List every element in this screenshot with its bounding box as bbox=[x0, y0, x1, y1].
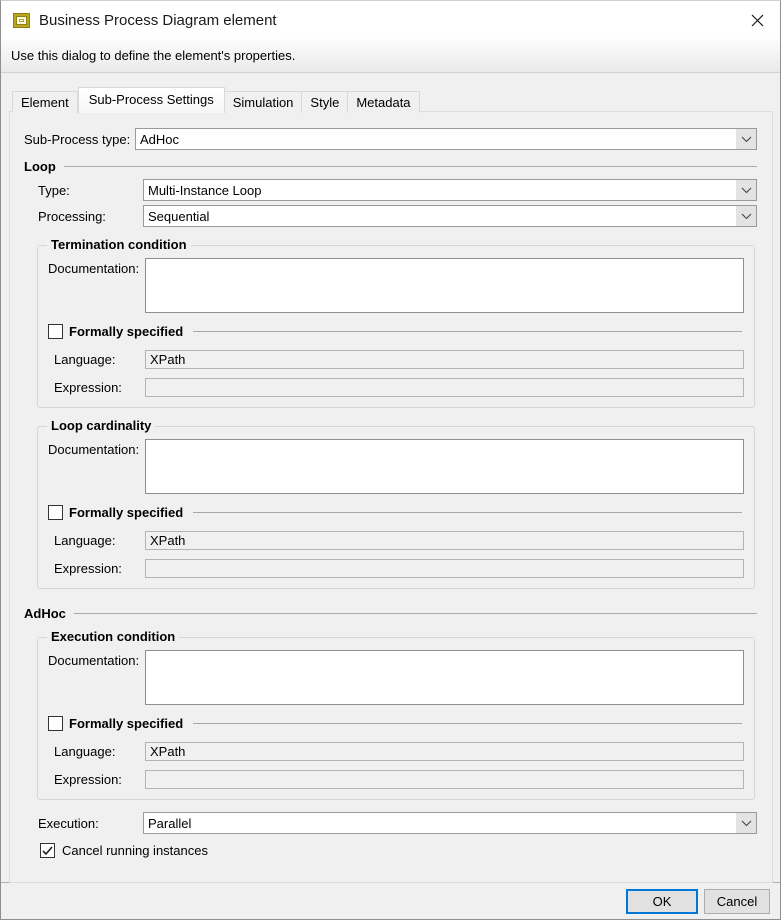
loop-type-combobox[interactable] bbox=[143, 179, 757, 201]
loop-type-value: Multi-Instance Loop bbox=[148, 182, 262, 198]
loop-processing-row bbox=[38, 205, 757, 227]
formally-specified-row bbox=[48, 716, 744, 731]
execution-label: Execution: bbox=[38, 815, 99, 831]
cardinality-expression-field bbox=[145, 559, 744, 578]
language-row bbox=[54, 742, 744, 761]
adhoc-section-title: AdHoc bbox=[24, 606, 66, 621]
tab-sub-process-settings[interactable]: Sub-Process Settings bbox=[78, 87, 225, 113]
dialog-footer bbox=[1, 882, 780, 919]
cancel-running-instances-label: Cancel running instances bbox=[62, 843, 208, 858]
loop-processing-value: Sequential bbox=[148, 208, 210, 224]
formally-specified-label: Formally specified bbox=[69, 505, 184, 520]
chevron-down-icon bbox=[736, 129, 756, 149]
documentation-row bbox=[48, 439, 744, 494]
sub-process-settings-panel bbox=[9, 111, 773, 883]
cancel-button[interactable]: Cancel bbox=[704, 889, 770, 914]
termination-expression-field bbox=[145, 378, 744, 397]
termination-documentation-textarea[interactable] bbox=[145, 258, 744, 313]
loop-cardinality-group bbox=[37, 418, 755, 589]
tab-metadata[interactable]: Metadata bbox=[347, 91, 419, 113]
documentation-row bbox=[48, 650, 744, 705]
language-row bbox=[54, 350, 744, 369]
cardinality-formally-specified-checkbox[interactable] bbox=[48, 505, 63, 520]
language-label: Language: bbox=[54, 352, 116, 367]
execution-row bbox=[38, 812, 757, 834]
termination-condition-title: Termination condition bbox=[47, 237, 191, 252]
execution-formally-specified-checkbox[interactable] bbox=[48, 716, 63, 731]
loop-processing-label: Processing: bbox=[38, 208, 106, 224]
cancel-running-row bbox=[40, 843, 757, 858]
window-title: Business Process Diagram element bbox=[39, 11, 277, 29]
expression-row bbox=[54, 559, 744, 578]
expression-label: Expression: bbox=[54, 561, 122, 576]
cardinality-documentation-textarea[interactable] bbox=[145, 439, 744, 494]
documentation-label: Documentation: bbox=[48, 442, 140, 457]
subprocess-type-label: Sub-Process type: bbox=[24, 131, 131, 147]
loop-section-title: Loop bbox=[24, 159, 56, 174]
execution-condition-group bbox=[37, 629, 755, 800]
execution-language-field: XPath bbox=[145, 742, 744, 761]
language-label: Language: bbox=[54, 533, 116, 548]
execution-combobox[interactable] bbox=[143, 812, 757, 834]
execution-condition-title: Execution condition bbox=[47, 629, 179, 644]
titlebar bbox=[1, 1, 780, 39]
subprocess-type-combobox[interactable] bbox=[135, 128, 757, 150]
execution-documentation-textarea[interactable] bbox=[145, 650, 744, 705]
termination-condition-group bbox=[37, 237, 755, 408]
subprocess-type-row bbox=[24, 128, 757, 150]
bpmn-element-icon bbox=[13, 13, 30, 28]
formally-specified-row bbox=[48, 505, 744, 520]
documentation-label: Documentation: bbox=[48, 653, 140, 668]
subprocess-type-value: AdHoc bbox=[140, 131, 180, 147]
loop-type-row bbox=[38, 179, 757, 201]
cardinality-language-field: XPath bbox=[145, 531, 744, 550]
expression-label: Expression: bbox=[54, 380, 122, 395]
termination-formally-specified-checkbox[interactable] bbox=[48, 324, 63, 339]
expression-row bbox=[54, 378, 744, 397]
loop-cardinality-title: Loop cardinality bbox=[47, 418, 155, 433]
chevron-down-icon bbox=[736, 206, 756, 226]
documentation-row bbox=[48, 258, 744, 313]
language-row bbox=[54, 531, 744, 550]
adhoc-section-header bbox=[24, 606, 757, 621]
expression-row bbox=[54, 770, 744, 789]
formally-specified-label: Formally specified bbox=[69, 716, 184, 731]
dialog-description bbox=[1, 39, 780, 73]
loop-section-header bbox=[24, 159, 757, 174]
description-text: Use this dialog to define the element's properties. bbox=[11, 48, 296, 63]
cancel-running-instances-checkbox[interactable] bbox=[40, 843, 55, 858]
chevron-down-icon bbox=[736, 180, 756, 200]
execution-value: Parallel bbox=[148, 815, 192, 831]
formally-specified-row bbox=[48, 324, 744, 339]
execution-expression-field bbox=[145, 770, 744, 789]
loop-type-label: Type: bbox=[38, 182, 70, 198]
tab-simulation[interactable]: Simulation bbox=[224, 91, 303, 113]
tab-style[interactable]: Style bbox=[301, 91, 348, 113]
chevron-down-icon bbox=[736, 813, 756, 833]
tab-element[interactable]: Element bbox=[12, 91, 78, 113]
expression-label: Expression: bbox=[54, 772, 122, 787]
checkmark-icon bbox=[42, 846, 53, 856]
loop-processing-combobox[interactable] bbox=[143, 205, 757, 227]
language-label: Language: bbox=[54, 744, 116, 759]
close-icon[interactable] bbox=[744, 8, 770, 32]
formally-specified-label: Formally specified bbox=[69, 324, 184, 339]
termination-language-field: XPath bbox=[145, 350, 744, 369]
tab-strip bbox=[13, 87, 420, 113]
documentation-label: Documentation: bbox=[48, 261, 140, 276]
ok-button[interactable]: OK bbox=[626, 889, 698, 914]
